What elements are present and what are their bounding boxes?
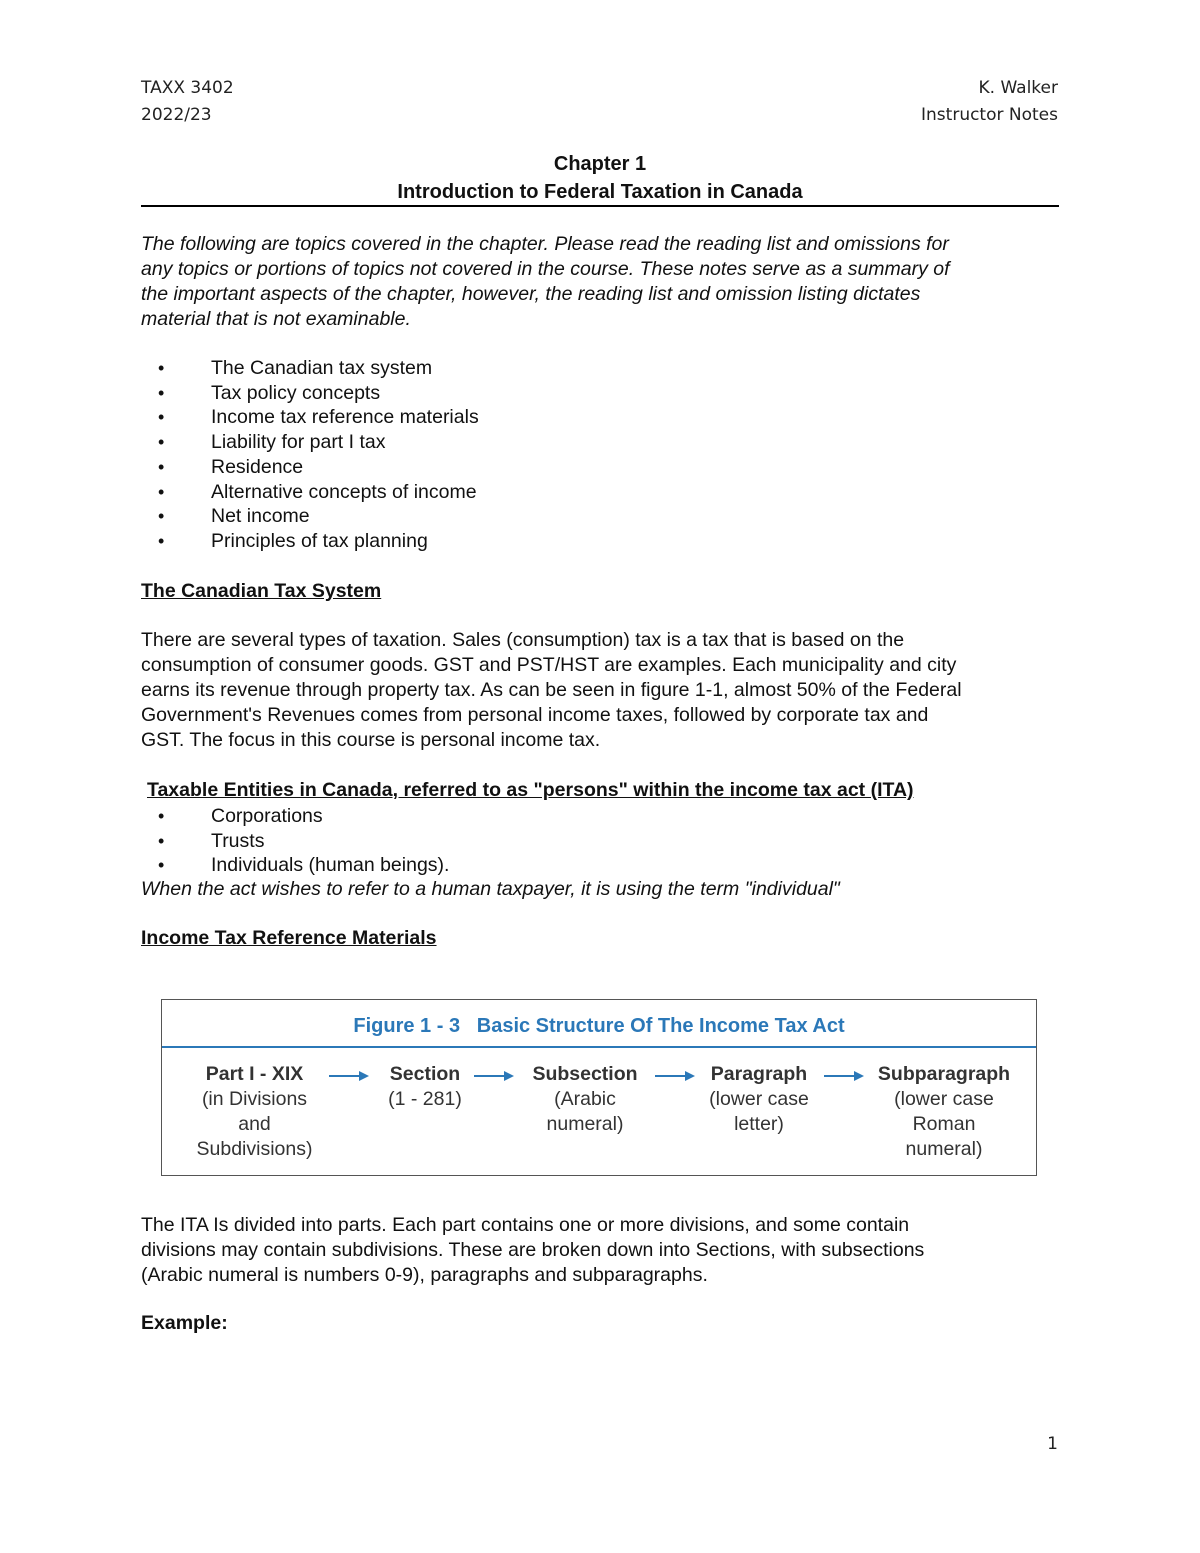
bullet-icon: • xyxy=(158,456,165,477)
list-item: • Individuals (human beings). xyxy=(158,854,450,877)
section-heading-reference: Income Tax Reference Materials xyxy=(141,927,437,949)
intro-line: the important aspects of the chapter, however, the reading list and omission listing dictates xyxy=(141,283,921,305)
list-item: • Principles of tax planning xyxy=(158,529,428,552)
list-item: • Residence xyxy=(158,455,304,478)
individual-term-note: When the act wishes to refer to a human taxpayer, it is using the term "individual" xyxy=(141,878,840,900)
chapter-number: Chapter 1 xyxy=(553,153,647,175)
intro-paragraph xyxy=(141,232,1061,332)
bullet-icon: • xyxy=(158,407,165,428)
arrow-right-icon xyxy=(824,1068,866,1084)
academic-year: 2022/23 xyxy=(141,105,212,125)
ita-structure-paragraph xyxy=(141,1213,1066,1288)
paragraph-line: earns its revenue through property tax. As can be seen in figure 1-1, almost 50% of the Federal xyxy=(141,679,962,701)
list-item: • Income tax reference materials xyxy=(158,406,479,429)
arrow-right-icon xyxy=(655,1068,697,1084)
paragraph-line: (Arabic numeral is numbers 0-9), paragraphs and subparagraphs. xyxy=(141,1264,708,1286)
section-heading-tax-system: The Canadian Tax System xyxy=(141,580,382,602)
paragraph-line: consumption of consumer goods. GST and PST/HST are examples. Each municipality and city xyxy=(141,654,957,676)
bullet-icon: • xyxy=(158,806,165,826)
paragraph-line: There are several types of taxation. Sales (consumption) tax is a tax that is based on the xyxy=(141,629,905,651)
list-item: • Net income xyxy=(158,505,310,528)
header-left xyxy=(141,75,234,129)
figure-title-divider xyxy=(162,1046,1036,1048)
list-item: • Trusts xyxy=(158,829,265,852)
course-code: TAXX 3402 xyxy=(141,78,234,98)
arrow-right-icon xyxy=(329,1068,371,1084)
bullet-icon: • xyxy=(158,382,165,403)
paragraph-line: GST. The focus in this course is personal income tax. xyxy=(141,729,601,751)
topic-list xyxy=(141,356,479,554)
figure-title xyxy=(162,1000,1036,1046)
structure-level-subsection: Subsection (Arabic numeral) xyxy=(532,1063,638,1135)
list-item: • The Canadian tax system xyxy=(158,357,433,379)
structure-level-paragraph: Paragraph (lower case letter) xyxy=(709,1063,809,1135)
tax-system-paragraph xyxy=(141,628,1066,753)
bullet-icon: • xyxy=(158,358,165,378)
bullet-icon: • xyxy=(158,855,165,876)
author-name: K. Walker xyxy=(978,78,1058,98)
page-number: 1 xyxy=(1047,1434,1058,1454)
list-item: • Tax policy concepts xyxy=(158,381,381,404)
paragraph-line: The ITA Is divided into parts. Each part contains one or more divisions, and some contain xyxy=(141,1214,910,1236)
ita-structure-figure xyxy=(161,999,1037,1176)
intro-line: any topics or portions of topics not covered in the course. These notes serve as a summary of xyxy=(141,258,950,280)
header-right xyxy=(921,75,1058,129)
intro-line: material that is not examinable. xyxy=(141,308,411,330)
bullet-icon: • xyxy=(158,530,165,551)
page-title xyxy=(141,150,1059,206)
entity-list xyxy=(141,804,449,878)
bullet-icon: • xyxy=(158,481,165,502)
intro-line: The following are topics covered in the chapter. Please read the reading list and omissions for xyxy=(141,233,949,255)
bullet-icon: • xyxy=(158,506,165,527)
section-heading-entities: Taxable Entities in Canada, referred to as "persons" within the income tax act (ITA) xyxy=(147,779,914,801)
paragraph-line: Government's Revenues comes from personal income taxes, followed by corporate tax and xyxy=(141,704,929,726)
structure-level-section: Section (1 - 281) xyxy=(388,1063,462,1110)
arrow-right-icon xyxy=(474,1068,516,1084)
bullet-icon: • xyxy=(158,830,165,851)
paragraph-line: divisions may contain subdivisions. These are broken down into Sections, with subsections xyxy=(141,1239,925,1261)
bullet-icon: • xyxy=(158,432,165,453)
figure-caption: Basic Structure Of The Income Tax Act xyxy=(476,1015,845,1037)
title-divider xyxy=(141,205,1059,207)
chapter-title: Introduction to Federal Taxation in Canada xyxy=(397,181,803,203)
list-item: • Liability for part I tax xyxy=(158,431,386,454)
list-item: • Alternative concepts of income xyxy=(158,480,477,503)
structure-level-subparagraph: Subparagraph (lower case Roman numeral) xyxy=(877,1063,1011,1160)
list-item: • Corporations xyxy=(158,805,323,827)
figure-number: Figure 1 - 3 xyxy=(353,1015,461,1037)
example-label: Example: xyxy=(141,1312,228,1334)
document-type: Instructor Notes xyxy=(921,105,1058,125)
structure-level-part: Part I - XIX (in Divisions and Subdivisions) xyxy=(196,1063,313,1160)
